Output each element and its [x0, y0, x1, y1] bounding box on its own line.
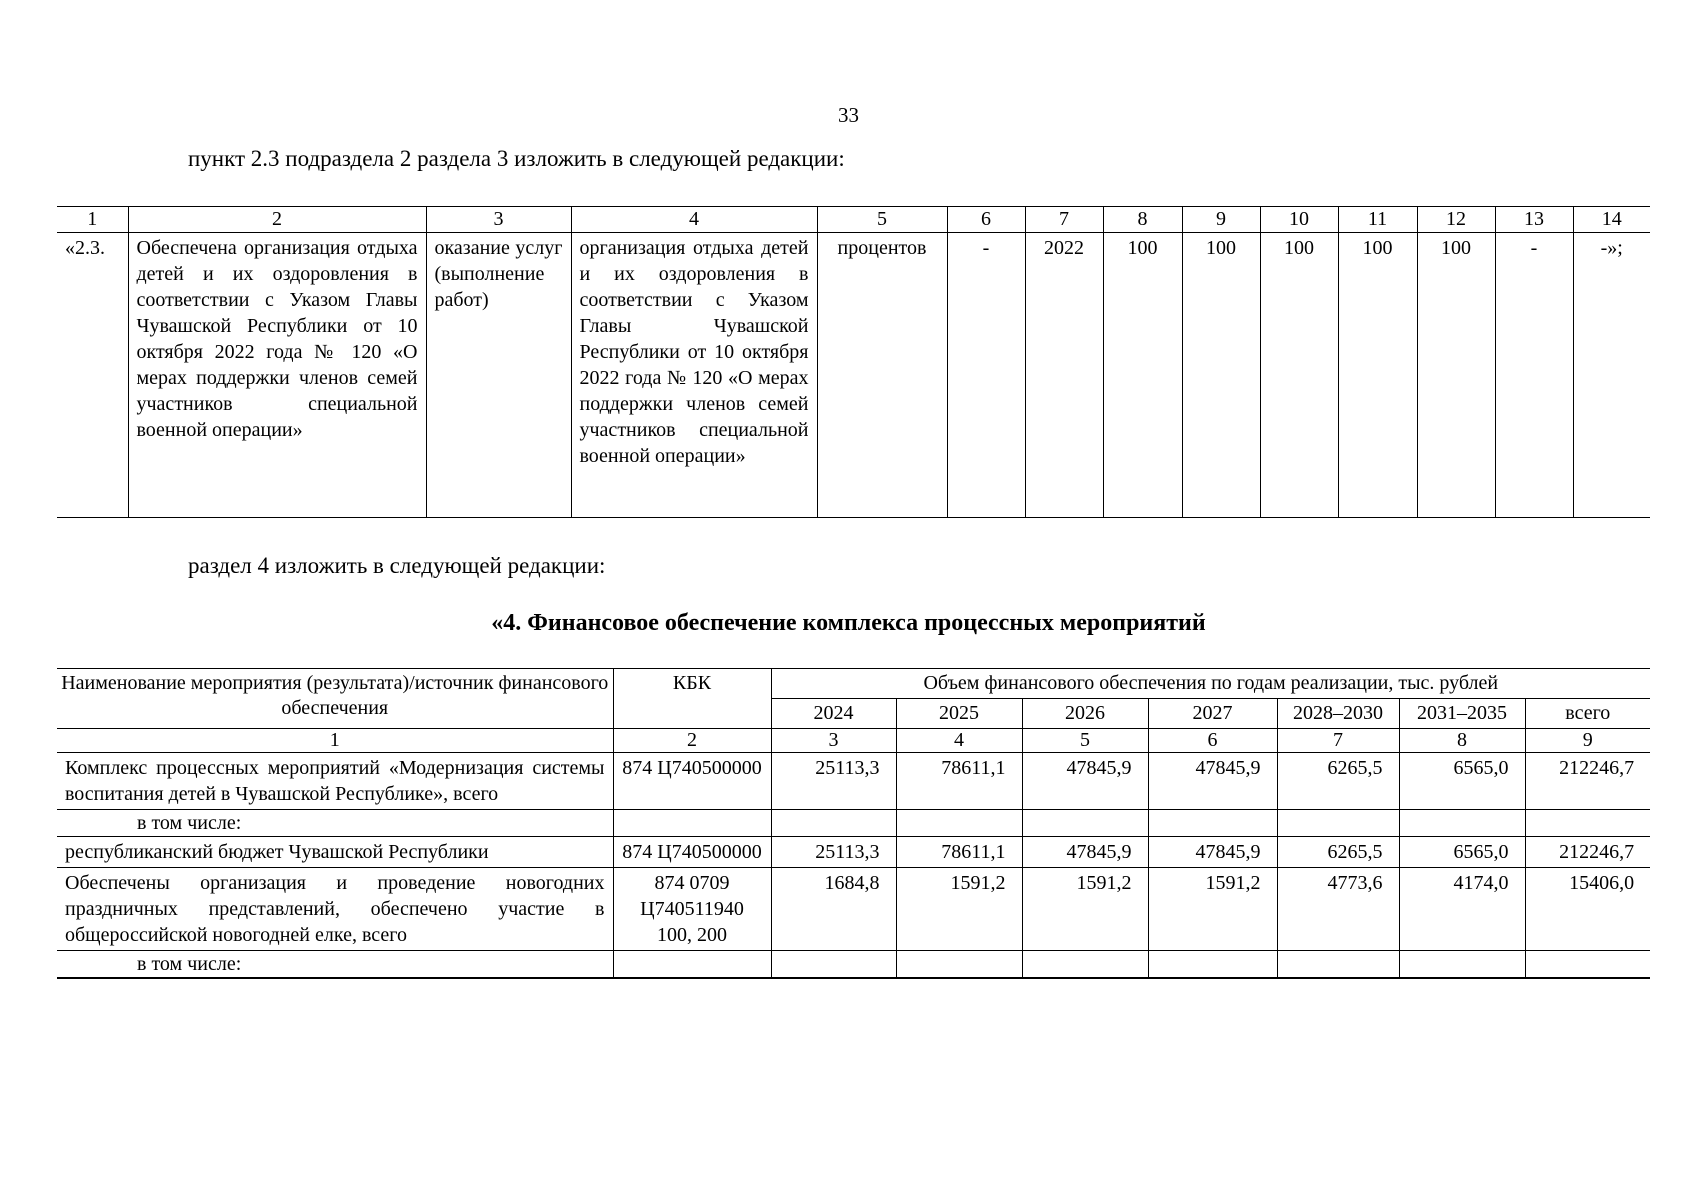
cell-value: [896, 810, 1022, 837]
cell-value: [1399, 951, 1525, 979]
column-number: 9: [1182, 207, 1260, 233]
result-type: оказание услуг (выполнение работ): [426, 233, 571, 518]
cell-value: -: [1495, 233, 1573, 518]
row-name: республиканский бюджет Чувашской Республики: [57, 837, 613, 868]
cell-value: 4773,6: [1277, 868, 1399, 951]
cell-value: [771, 810, 896, 837]
column-number: 8: [1103, 207, 1182, 233]
cell-total: [1525, 951, 1650, 979]
column-number: 10: [1260, 207, 1338, 233]
row-name: Обеспечены организация и проведение новогодних праздничных представлений, обеспечено участие в общероссийской новогодней елке, всего: [57, 868, 613, 951]
year-header: 2024: [771, 699, 896, 729]
year-header: 2026: [1022, 699, 1148, 729]
base-year: 2022: [1025, 233, 1103, 518]
cell-value: [1148, 951, 1277, 979]
column-number: 2: [613, 729, 771, 753]
column-number: 3: [771, 729, 896, 753]
indicator-table: [57, 206, 1650, 518]
column-number-row: [57, 729, 1650, 753]
column-number: 1: [57, 729, 613, 753]
cell-value: [1022, 951, 1148, 979]
table-row: [57, 753, 1650, 810]
cell-value: 1591,2: [896, 868, 1022, 951]
header-name: Наименование мероприятия (результата)/источник финансового обеспечения: [57, 669, 613, 729]
cell-value: 100: [1260, 233, 1338, 518]
cell-value: 1591,2: [1148, 868, 1277, 951]
result-name: Обеспечена организация отдыха детей и их оздоровления в соответствии с Указом Главы Чувашской Республики от 10 октября 2022 года № 120 «О мерах поддержки членов семей участников специальной военной операции»: [128, 233, 426, 518]
cell-value: 47845,9: [1022, 753, 1148, 810]
cell-value: 1684,8: [771, 868, 896, 951]
total-header: всего: [1525, 699, 1650, 729]
row-kbk: [613, 810, 771, 837]
cell-value: 6265,5: [1277, 837, 1399, 868]
row-kbk: 874 Ц740500000: [613, 753, 771, 810]
cell-value: 47845,9: [1022, 837, 1148, 868]
column-number: 11: [1338, 207, 1417, 233]
cell-value: 4174,0: [1399, 868, 1525, 951]
header-volume: Объем финансового обеспечения по годам реализации, тыс. рублей: [771, 669, 1650, 699]
indicator-table-header-row: [57, 207, 1650, 233]
column-number: 6: [1148, 729, 1277, 753]
column-number: 5: [817, 207, 947, 233]
cell-value: [1148, 810, 1277, 837]
column-number: 3: [426, 207, 571, 233]
cell-value: [1399, 810, 1525, 837]
financing-header-row: [57, 669, 1650, 699]
section-heading: «4. Финансовое обеспечение комплекса процессных мероприятий: [491, 610, 1206, 636]
year-header: 2025: [896, 699, 1022, 729]
year-header: 2027: [1148, 699, 1277, 729]
intro-paragraph: раздел 4 изложить в следующей редакции:: [188, 553, 606, 578]
cell-value: 1591,2: [1022, 868, 1148, 951]
financing-table: [57, 668, 1650, 979]
column-number: 4: [571, 207, 817, 233]
page-number: 33: [838, 103, 859, 127]
column-number: 9: [1525, 729, 1650, 753]
column-number: 7: [1025, 207, 1103, 233]
table-row: [57, 837, 1650, 868]
year-header: 2028–2030: [1277, 699, 1399, 729]
cell-value: 100: [1338, 233, 1417, 518]
row-kbk: 874 Ц740500000: [613, 837, 771, 868]
cell-value: 25113,3: [771, 837, 896, 868]
column-number: 5: [1022, 729, 1148, 753]
year-header: 2031–2035: [1399, 699, 1525, 729]
column-number: 12: [1417, 207, 1495, 233]
column-number: 2: [128, 207, 426, 233]
row-kbk: [613, 951, 771, 979]
column-number: 13: [1495, 207, 1573, 233]
row-name: Комплекс процессных мероприятий «Модернизация системы воспитания детей в Чувашской Республике», всего: [57, 753, 613, 810]
header-kbk: КБК: [613, 669, 771, 729]
row-name: в том числе:: [57, 951, 613, 979]
cell-value: 47845,9: [1148, 753, 1277, 810]
item-number: «2.3.: [57, 233, 128, 518]
cell-total: 15406,0: [1525, 868, 1650, 951]
cell-value: 6565,0: [1399, 753, 1525, 810]
column-number: 7: [1277, 729, 1399, 753]
cell-value: 6265,5: [1277, 753, 1399, 810]
cell-value: [896, 951, 1022, 979]
cell-value: -»;: [1573, 233, 1650, 518]
row-name: в том числе:: [57, 810, 613, 837]
column-number: 4: [896, 729, 1022, 753]
result-description: организация отдыха детей и их оздоровления в соответствии с Указом Главы Чувашской Республики от 10 октября 2022 года № 120 «О мерах поддержки членов семей участников специальной военной операции»: [571, 233, 817, 518]
cell-value: [771, 951, 896, 979]
cell-value: [1277, 951, 1399, 979]
column-number: 6: [947, 207, 1025, 233]
column-number: 1: [57, 207, 128, 233]
indicator-row: [57, 233, 1650, 518]
table-row: [57, 868, 1650, 951]
cell-value: 25113,3: [771, 753, 896, 810]
cell-value: 100: [1103, 233, 1182, 518]
cell-total: [1525, 810, 1650, 837]
table-row: [57, 810, 1650, 837]
cell-value: 100: [1182, 233, 1260, 518]
cell-value: [1277, 810, 1399, 837]
cell-value: 78611,1: [896, 753, 1022, 810]
column-number: 8: [1399, 729, 1525, 753]
cell-value: 100: [1417, 233, 1495, 518]
cell-value: 47845,9: [1148, 837, 1277, 868]
cell-total: 212246,7: [1525, 753, 1650, 810]
row-kbk: 874 0709 Ц740511940 100, 200: [613, 868, 771, 951]
unit: процентов: [817, 233, 947, 518]
cell-value: 6565,0: [1399, 837, 1525, 868]
cell-value: 78611,1: [896, 837, 1022, 868]
cell-value: -: [947, 233, 1025, 518]
cell-value: [1022, 810, 1148, 837]
intro-paragraph: пункт 2.3 подраздела 2 раздела 3 изложить в следующей редакции:: [188, 146, 845, 171]
column-number: 14: [1573, 207, 1650, 233]
table-row: [57, 951, 1650, 979]
cell-total: 212246,7: [1525, 837, 1650, 868]
